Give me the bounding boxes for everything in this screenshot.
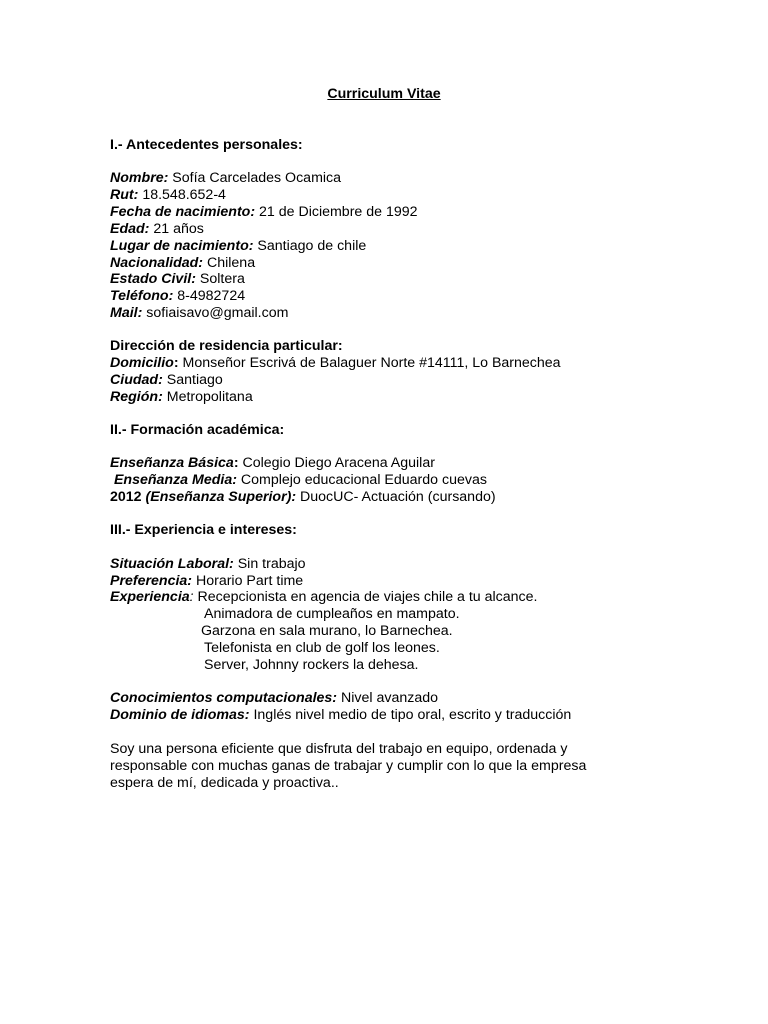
field-label: Dominio de idiomas:: [110, 707, 250, 723]
field-value: Colegio Diego Aracena Aguilar: [238, 455, 435, 471]
field-value: Monseñor Escrivá de Balaguer Norte #14111, Lo Barnechea: [178, 355, 561, 371]
field-label: (Enseñanza Superior):: [141, 489, 297, 505]
field-value: Santiago: [162, 372, 223, 388]
field-label: Región:: [110, 389, 163, 405]
field-domicilio: [110, 355, 561, 372]
field-year: 2012: [110, 489, 142, 505]
field-label: Situación Laboral:: [110, 556, 234, 572]
field-idiomas: [110, 707, 571, 724]
field-conocimientos: [110, 690, 438, 707]
field-label: Ciudad:: [110, 372, 163, 388]
section-personal-heading: I.- Antecedentes personales:: [110, 137, 303, 153]
field-value: 18.548.652-4: [138, 187, 226, 203]
field-edad: [110, 221, 204, 238]
section-experience-heading: III.- Experiencia e intereses:: [110, 522, 297, 538]
field-label: Enseñanza Básica: [110, 455, 234, 471]
field-value: Sofía Carcelades Ocamica: [168, 170, 342, 186]
summary-line: responsable con muchas ganas de trabajar y cumplir con lo que la empresa: [110, 758, 587, 774]
experience-item: Garzona en sala murano, lo Barnechea.: [201, 623, 453, 639]
field-label: Preferencia:: [110, 573, 193, 589]
field-value: Complejo educacional Eduardo cuevas: [236, 472, 487, 488]
field-label: Edad:: [110, 221, 150, 237]
residence-heading: Dirección de residencia particular:: [110, 338, 343, 354]
section-academic-heading: II.- Formación académica:: [110, 422, 285, 438]
field-value: 8-4982724: [173, 288, 246, 304]
experience-item: Server, Johnny rockers la dehesa.: [204, 657, 419, 673]
field-ensenanza-basica: [110, 455, 435, 472]
field-nacionalidad: [110, 255, 255, 272]
field-value: Horario Part time: [192, 573, 304, 589]
field-fecha-nacimiento: [110, 204, 418, 221]
field-mail: [110, 305, 288, 322]
field-label: Fecha de nacimiento:: [110, 204, 256, 220]
field-label: Domicilio: [110, 355, 174, 371]
field-label: Experiencia: [110, 589, 190, 605]
field-label: Lugar de nacimiento:: [110, 238, 254, 254]
field-value: 21 años: [149, 221, 204, 237]
field-label: Nombre:: [110, 170, 169, 186]
field-label: Nacionalidad:: [110, 255, 204, 271]
field-preferencia: [110, 573, 303, 590]
field-value: Inglés nivel medio de tipo oral, escrito y traducción: [249, 707, 572, 723]
field-label: Conocimientos computacionales:: [110, 690, 338, 706]
field-ensenanza-media: [110, 472, 487, 489]
field-rut: [110, 187, 226, 204]
field-value: Recepcionista en agencia de viajes chile a tu alcance.: [193, 589, 538, 605]
field-label: Rut:: [110, 187, 139, 203]
field-label: Enseñanza Media:: [110, 472, 237, 488]
field-telefono: [110, 288, 245, 305]
field-value: DuocUC- Actuación (cursando): [296, 489, 496, 505]
field-experiencia: [110, 589, 537, 606]
field-colon: :: [233, 455, 239, 471]
field-nombre: [110, 170, 341, 187]
field-value: Soltera: [195, 271, 245, 287]
field-value: Sin trabajo: [233, 556, 306, 572]
summary-line: Soy una persona eficiente que disfruta del trabajo en equipo, ordenada y: [110, 741, 568, 757]
field-value: 21 de Diciembre de 1992: [255, 204, 418, 220]
field-value: Metropolitana: [162, 389, 253, 405]
experience-item: Telefonista en club de golf los leones.: [204, 640, 440, 656]
field-label: Teléfono:: [110, 288, 174, 304]
field-value: Nivel avanzado: [337, 690, 438, 706]
field-label: Mail:: [110, 305, 143, 321]
field-value: Chilena: [203, 255, 256, 271]
experience-item: Animadora de cumpleaños en mampato.: [204, 606, 460, 622]
field-value: Santiago de chile: [253, 238, 367, 254]
field-label: Estado Civil:: [110, 271, 196, 287]
field-region: [110, 389, 253, 406]
field-lugar-nacimiento: [110, 238, 366, 255]
field-value: sofiaisavo@gmail.com: [142, 305, 289, 321]
field-colon: :: [173, 355, 179, 371]
document-title: Curriculum Vitae: [327, 86, 441, 102]
field-estado-civil: [110, 271, 245, 288]
field-colon: :: [189, 589, 194, 605]
field-situacion-laboral: [110, 556, 306, 573]
summary-line: espera de mí, dedicada y proactiva..: [110, 775, 339, 791]
field-ensenanza-superior: [110, 489, 496, 506]
field-ciudad: [110, 372, 223, 389]
